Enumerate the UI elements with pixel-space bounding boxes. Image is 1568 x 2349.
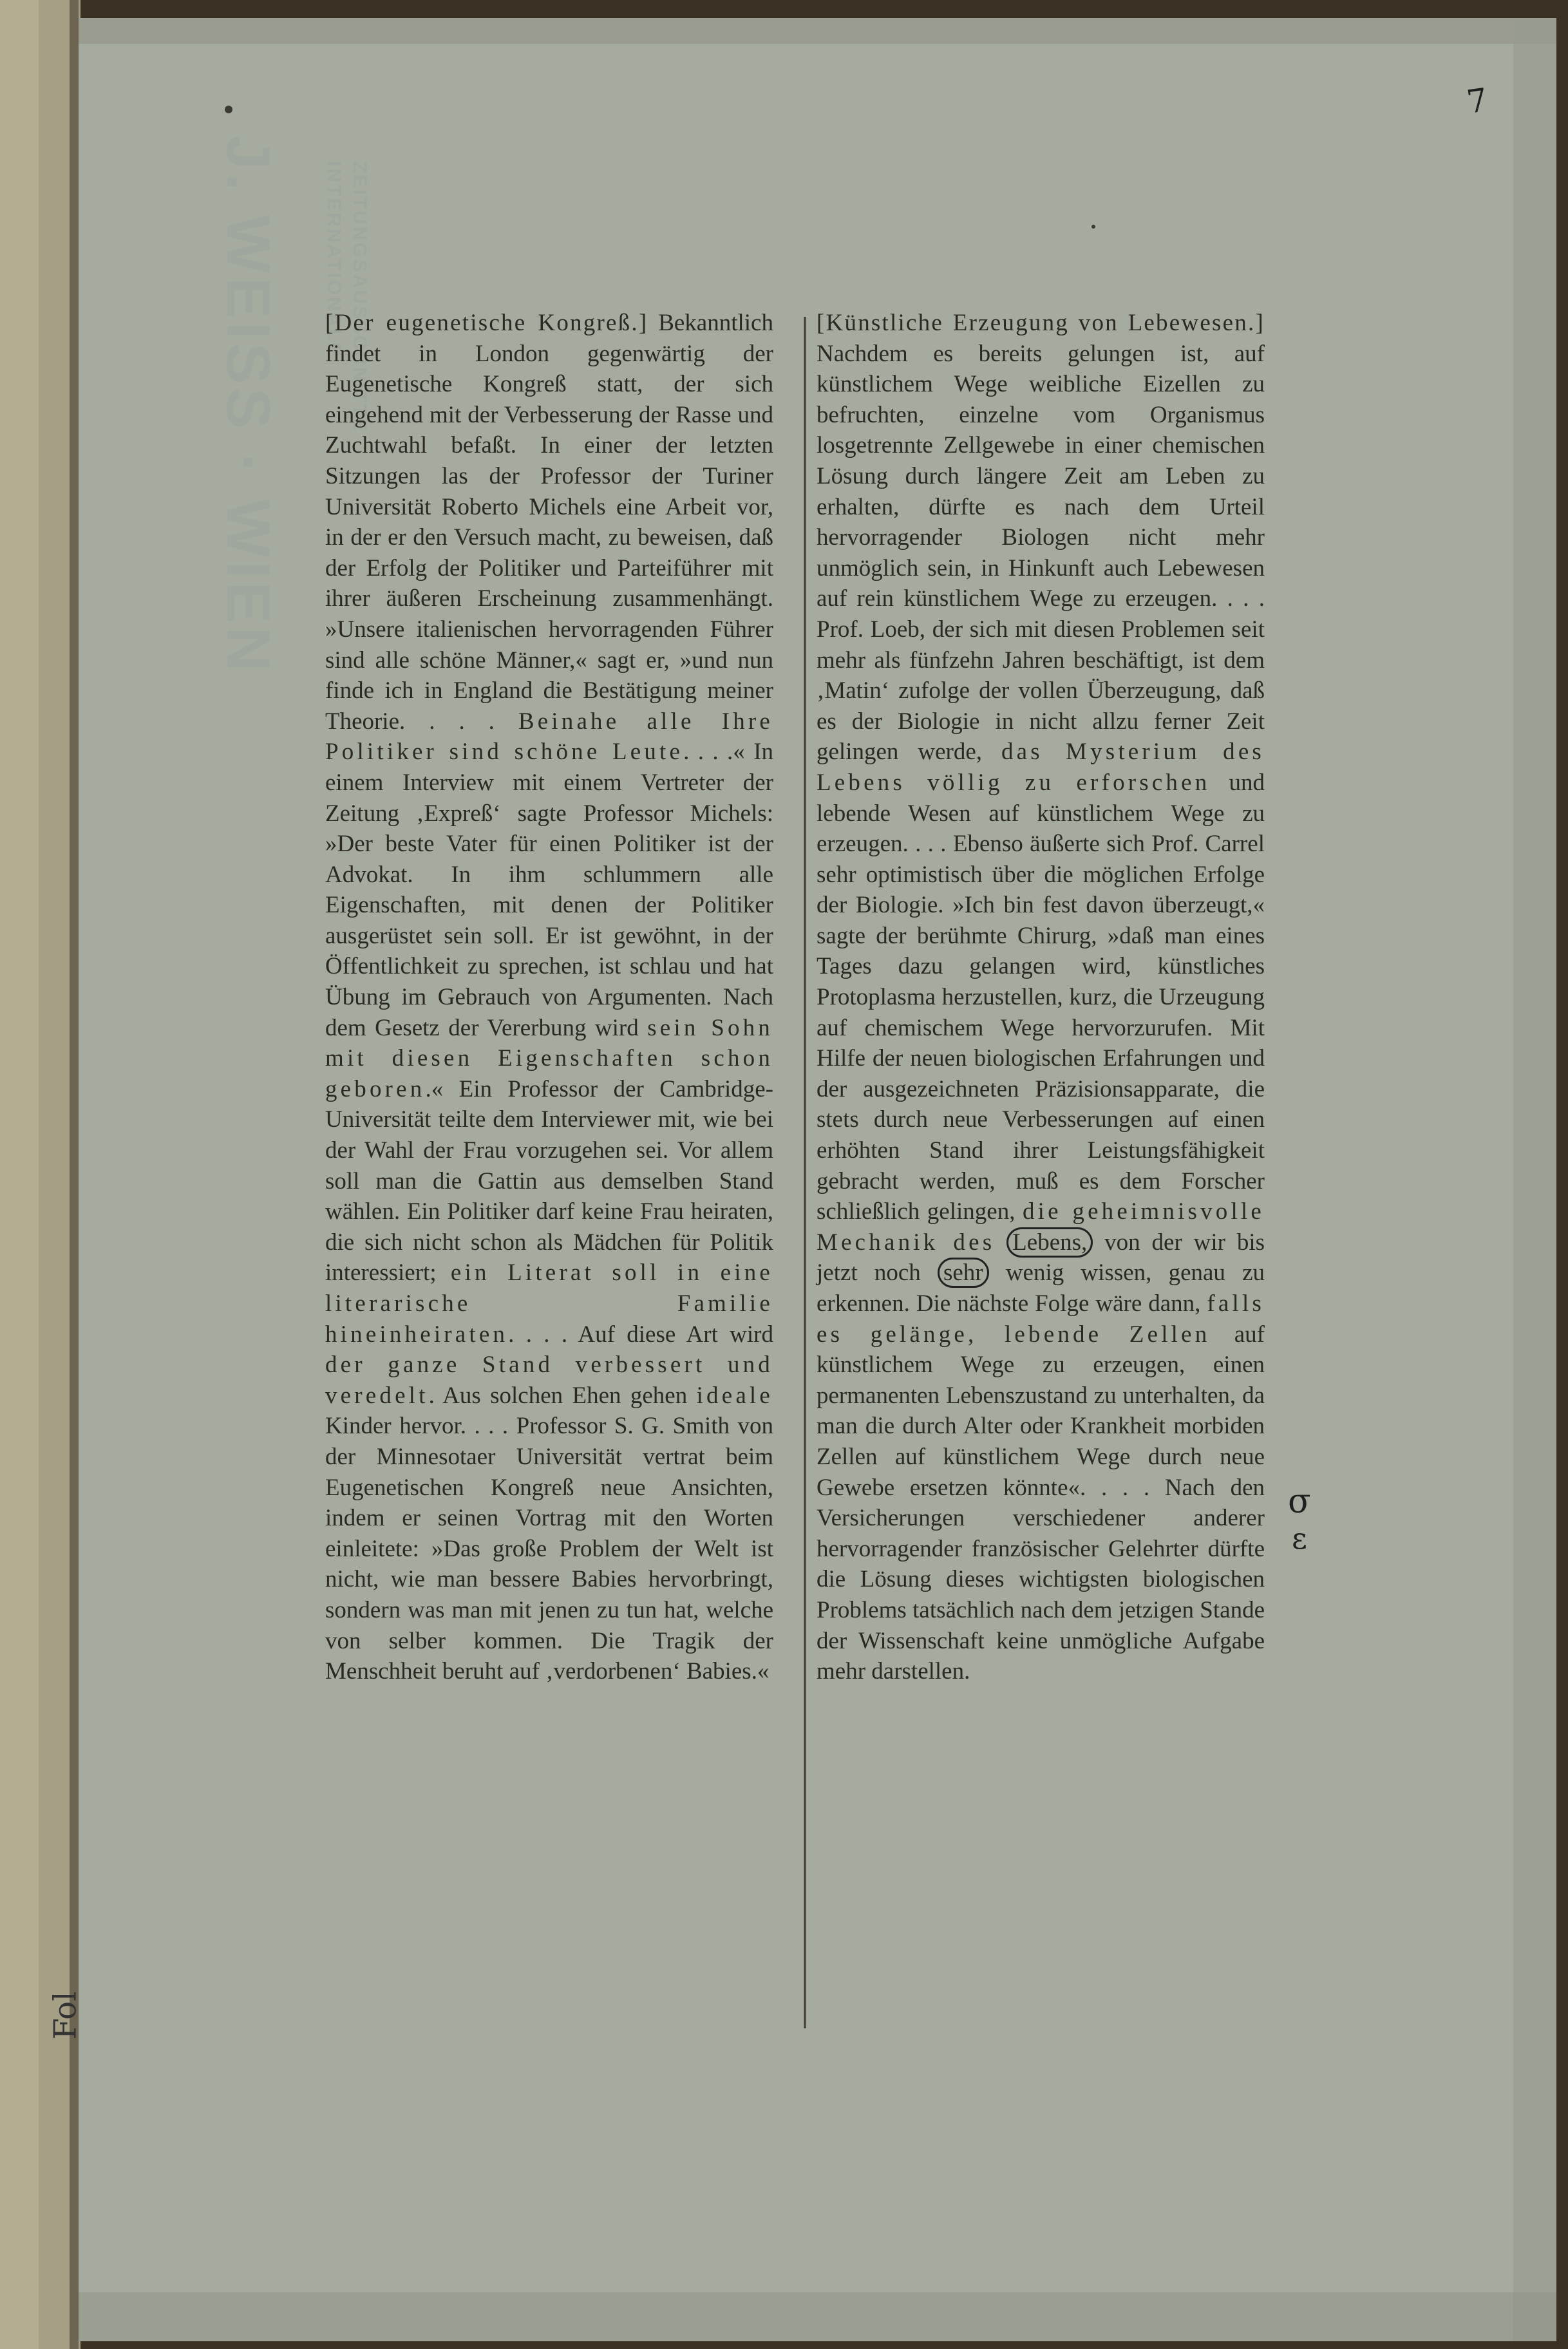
article-body: . . . .« In einem Interview mit einem Vertreter der Zeitung ‚Expreß‘ sagte Professor Michels: »Der beste Vater für einen Politiker ist der Advokat. In ihm schlummern alle Eigenschaften, mit denen der Politiker ausgerüstet sein soll. Er ist gewöhnt, in der Öffentlichkeit zu sprechen, ist schlau und hat Übung im Gebrauch von Argumenten. Nach dem Gesetz der Vererbung wird	[325, 739, 773, 1041]
article-body: .« Ein Professor der Cambridge-Universität teilte dem Interviewer mit, wie bei der Wahl der Frau vorzugehen sei. Vor allem soll man die Gattin aus demselben Stand wählen. Ein Politiker darf keine Frau heiraten, die sich nicht schon als Mädchen für Politik interessiert;	[325, 1075, 773, 1287]
article-heading: [Der eugenetische Kongreß.]	[325, 310, 648, 336]
spaced-emphasis: sein Sohn mit diesen Eigenschaften schon geboren	[325, 1014, 773, 1102]
bleed-through-stamp: J. WEISS · WIEN	[214, 135, 283, 675]
spaced-emphasis: der ganze Stand verbessert und veredelt	[325, 1352, 773, 1409]
article-body: Bekanntlich findet in London gegenwärtig der Eugenetische Kongreß statt, der sich eingehend mit der Verbesserung der Rasse und Zuchtwahl befaßt. In einer der letzten Sitzungen las der Professor der Turiner Universität Roberto Michels eine Arbeit vor, in der er den Versuch macht, zu beweisen, daß der Erfolg der Politiker und Parteiführer mit ihrer äußeren Erscheinung zusammenhängt. »Unsere italienischen hervorragenden Führer sind alle schöne Männer,« sagt er, »und nun finde ich in England die Bestätigung meiner Theorie. . . .	[325, 310, 773, 735]
spaced-emphasis: Beinahe alle Ihre Politiker sind schöne Leute	[325, 708, 773, 766]
spaced-emphasis: ein Literat soll in eine literarische Familie hineinheiraten	[325, 1259, 773, 1348]
pencil-margin-correction: σ	[1288, 1482, 1311, 1521]
article-eugenics-congress	[325, 308, 773, 1687]
article-body: auf künstlichem Wege zu erzeugen, einen permanenten Lebenszustand zu unterhalten, da man die durch Alter oder Krankheit morbiden Zellen auf künstlichem Wege durch neue Gewebe ersetzen könnte«. . . . Nach den Versicherungen verschiedener anderer hervorragender französischer Gelehrter dürfte die Lösung dieses wichtigsten biologischen Problems tatsächlich nach dem jetzigen Stande der Wissenschaft keine unmögliche Aufgabe mehr darstellen.	[817, 1321, 1265, 1685]
article-body: und lebende Wesen auf künstlichem Wege zu erzeugen. . . . Ebenso äußerte sich Prof. Carrel sehr optimistisch über die möglichen Erfolge der Biologie. »Ich bin fest davon überzeugt,« sagte der berühmte Chirurg, »daß man eines Tages dazu gelangen wird, künstliches Protoplasma herzustellen, kurz, die Urzeugung auf chemischem Wege hervorzurufen. Mit Hilfe der neuen biologischen Erfahrungen und der ausgezeichneten Präzisionsapparate, die stets durch neue Verbesserungen auf einen erhöhten Stand ihrer Leistungsfähigkeit gebracht werden, muß es dem Forscher schließlich gelingen,	[817, 769, 1265, 1225]
article-body: . Aus solchen Ehen gehen	[428, 1382, 688, 1409]
article-body: Kinder hervor. . . . Professor S. G. Smith von der Minnesotaer Universität vertrat beim Eugenetischen Kongreß neue Ansichten, indem er seinen Vortrag mit den Worten einleitete: »Das große Problem der Welt ist nicht, wie man bessere Babies hervorbringt, sondern was man mit jenen zu tun hat, welche von selber kommen. Die Tragik der Menschheit beruht auf ‚verdorbenen‘ Babies.«	[325, 1413, 773, 1685]
pencil-margin-correction: ε	[1292, 1521, 1307, 1556]
article-body: wenig wissen, genau zu erkennen. Die nächste Folge wäre dann,	[817, 1259, 1265, 1317]
article-body: . . . . Auf diese Art wird	[508, 1321, 773, 1348]
article-body: Nachdem es bereits gelungen ist, auf künstlichem Wege weibliche Eizellen zu befruchten, einzelne vom Organismus losgetrennte Zellgewebe in einer chemischen Lösung durch längere Zeit am Leben zu erhalten, dürfte es nach dem Urteil hervorragender Biologen nicht mehr unmöglich sein, in Hinkunft auch Lebewesen auf rein künstlichem Wege zu erzeugen. . . . Prof. Loeb, der sich mit diesen Problemen seit mehr als fünfzehn Jahren beschäftigt, ist dem ‚Matin‘ zufolge der vollen Überzeugung, daß es der Biologie in nicht allzu ferner Zeit gelingen werde,	[817, 340, 1265, 766]
spaced-emphasis: falls es gelänge, lebende Zellen	[817, 1290, 1265, 1348]
article-artificial-life	[817, 308, 1265, 1687]
spaced-emphasis: das Mysterium des Lebens völlig zu erforschen	[817, 739, 1265, 796]
article-heading: [Künstliche Erzeugung von Lebewesen.]	[817, 310, 1265, 336]
article-text	[817, 308, 1265, 1687]
pencil-circled-word: sehr	[938, 1258, 989, 1288]
article-text	[325, 308, 773, 1687]
pencil-folio-number: 7	[1464, 81, 1490, 121]
pencil-circled-word: Lebens,	[1006, 1227, 1093, 1258]
bleed-through-line: ZEITUNGSAUSSCHNITTE	[349, 161, 370, 433]
pencil-margin-signature: Fol	[47, 1991, 84, 2040]
article-body: von der wir bis jetzt noch	[817, 1229, 1265, 1287]
bleed-through-line: INTERNATIONALE	[323, 161, 345, 357]
spaced-emphasis: die geheimnisvolle Mechanik des	[817, 1198, 1265, 1256]
spaced-emphasis: ideale	[696, 1382, 773, 1409]
